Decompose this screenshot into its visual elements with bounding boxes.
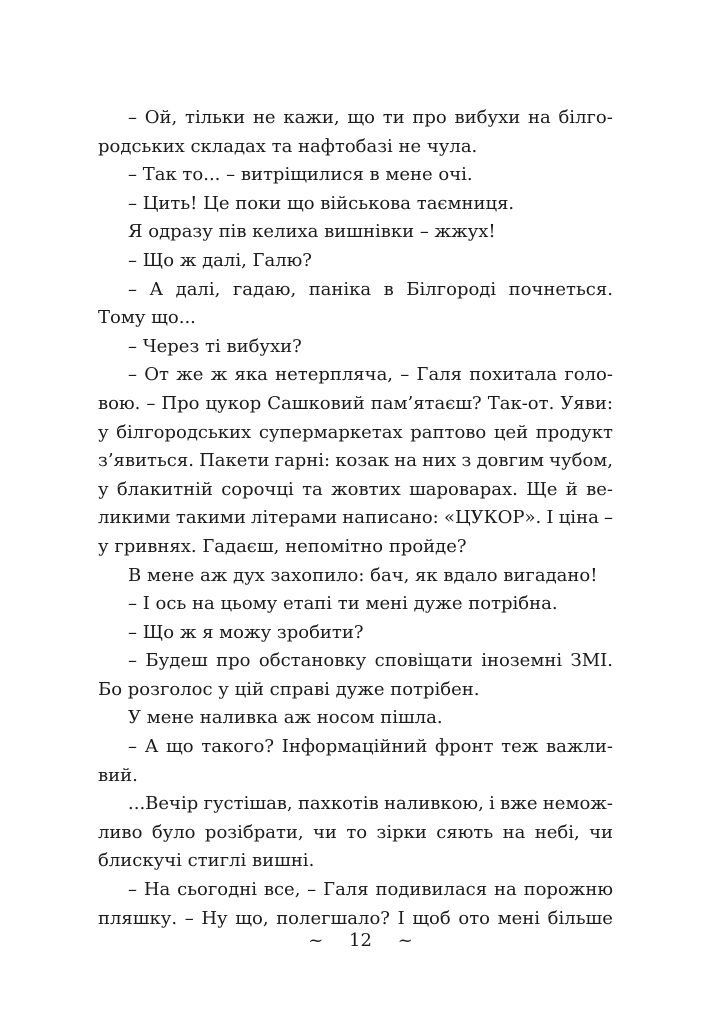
word: почнеться. [508,278,613,300]
word: – [128,107,137,128]
word: супермаркетах [258,421,403,443]
word: нетерпляча, [275,364,394,386]
word: – [128,736,137,758]
word: у [98,421,109,443]
text-line [98,276,613,305]
word: й [565,478,578,500]
word: сяють [436,821,494,843]
word: чи [313,821,337,843]
word: білго- [558,107,613,128]
word: ...Вечір [128,793,199,815]
word: Галя [323,879,369,901]
word: порожню [523,879,613,901]
text-line [98,790,613,819]
word: такого? [201,736,275,758]
text-line: родських складах та нафтобазі не чула. [98,135,478,157]
word: – [184,907,194,929]
word: тільки [184,107,246,128]
text-line: – Так то... – витріщилися в мене очі. [128,164,473,186]
word: пляшку. [98,907,178,929]
word: Так-от. [487,392,555,414]
text-line [98,104,613,133]
text-line: – Що ж я можу зробити? [128,621,364,643]
text-line: – Що ж далі, Галю? [128,249,312,271]
word: цукор [205,392,262,414]
word: обстановку [258,650,367,672]
word: козак [335,450,390,472]
word: то [346,821,368,843]
word: розібрати, [204,821,304,843]
text-line: У мене наливка аж носом пішла. [128,707,443,729]
word: І [546,507,554,529]
word: – [146,392,156,414]
word: що [347,107,375,128]
word: вибухи [454,107,521,128]
word: важли- [546,736,613,758]
word: Інформаційний [281,736,428,758]
word: – [128,650,137,672]
text-line [98,876,613,905]
word: було [151,821,196,843]
word: Пакети [199,450,270,472]
word: ливо [98,821,143,843]
word: небі, [534,821,580,843]
word: І [397,907,405,929]
word: же [176,364,204,386]
word: сповіщати [374,650,473,672]
word: яка [234,364,268,386]
footer-left-ornament: ~ [308,930,324,951]
word: Ой, [144,107,178,128]
word: що, [235,907,269,929]
word: такими [175,507,246,529]
word: немож- [542,793,613,815]
word: ото [458,907,490,929]
word: довгим [476,450,544,472]
word: Галя [416,364,462,386]
footer-right-ornament: ~ [397,930,413,951]
text-line: у гривнях. Гадаєш, непомітно пройде? [98,535,467,557]
word: все, [263,879,301,901]
word: мені [497,907,541,929]
word: теж [501,736,539,758]
word: в [383,278,394,300]
word: ти [382,107,405,128]
word: подивилася [375,879,488,901]
word: пахкотів [297,793,379,815]
word: Ну [201,907,228,929]
text-line: В мене аж дух захопило: бач, як вдало вигадано! [128,564,598,586]
text-line: – Через ті вибухи? [128,335,302,357]
word: ціна [558,507,599,529]
word: ликими [98,507,171,529]
word: Сашковий [267,392,365,414]
word: чи [589,821,613,843]
text-line: Бо розголос у цій справі дуже потрібен. [98,678,480,700]
word: на [502,821,526,843]
text-line: Я одразу пів келиха вишнівки – жжух! [128,221,496,243]
word: написано: [342,507,439,529]
word: вою. [98,392,141,414]
word: Білгороді [406,278,497,300]
text-line: блискучі стиглі вишні. [98,850,315,872]
word: – [307,879,317,901]
word: «ЦУКОР». [443,507,542,529]
word: раптово [410,421,487,443]
text-line: Тому що... [98,307,196,329]
word: з [461,450,472,472]
text-line: вий. [98,764,138,786]
word: – [128,364,137,386]
word: у [98,478,109,500]
word: ве- [586,478,613,500]
word: похитала [469,364,558,386]
word: більше [547,907,613,929]
word: чубом, [549,450,613,472]
text-line [98,819,613,848]
page-text [98,104,613,933]
word: блакитній [116,478,213,500]
word: сьогодні [177,879,257,901]
word: А [144,736,159,758]
word: на [394,450,418,472]
word: На [143,879,171,901]
word: далі, [175,278,221,300]
word: гарні: [274,450,331,472]
text-line [98,419,613,448]
word: кажи, [283,107,340,128]
word: сорочці [221,478,294,500]
word: шароварах. [409,478,518,500]
word: А [149,278,164,300]
text-line [98,476,613,505]
word: Про [161,392,200,414]
word: вже [500,793,538,815]
text-line [98,504,613,533]
word: про [412,107,447,128]
word: – [604,507,613,529]
word: білгородських [116,421,252,443]
word: літерами [251,507,338,529]
text-line [98,733,613,762]
word: та [302,478,323,500]
text-line [98,447,613,476]
word: жовтих [331,478,401,500]
word: – [128,278,137,300]
word: не [252,107,276,128]
word: зірки [376,821,427,843]
word: густішав, [203,793,293,815]
word: них [422,450,457,472]
word: фронт [435,736,494,758]
word: голо- [564,364,613,386]
word: Ще [526,478,558,500]
word: про [216,650,251,672]
page-number: 12 [349,930,372,951]
text-line [98,390,613,419]
text-line [98,647,613,676]
word: цей [493,421,529,443]
text-line: – І ось на цьому етапі ти мені дуже потрібна. [128,593,558,615]
word: і [489,793,495,815]
text-line [98,905,613,934]
word: полегшало? [276,907,390,929]
word: гадаю, [232,278,297,300]
word: на [493,879,517,901]
word: Уяви: [560,392,613,414]
word: пам’ятаєш? [370,392,482,414]
word: на [527,107,551,128]
word: що [166,736,194,758]
word: – [400,364,410,386]
word: ЗМІ. [570,650,613,672]
word: іноземні [481,650,563,672]
word: ж [210,364,228,386]
word: Будеш [145,650,208,672]
word: з’явиться. [98,450,194,472]
word: наливкою, [384,793,484,815]
word: – [128,879,137,901]
page-footer [0,930,721,951]
text-line: – Цить! Це поки що військова таємниця. [128,192,515,214]
word: паніка [308,278,372,300]
word: щоб [412,907,451,929]
text-line [98,361,613,390]
word: От [144,364,169,386]
word: продукт [535,421,613,443]
